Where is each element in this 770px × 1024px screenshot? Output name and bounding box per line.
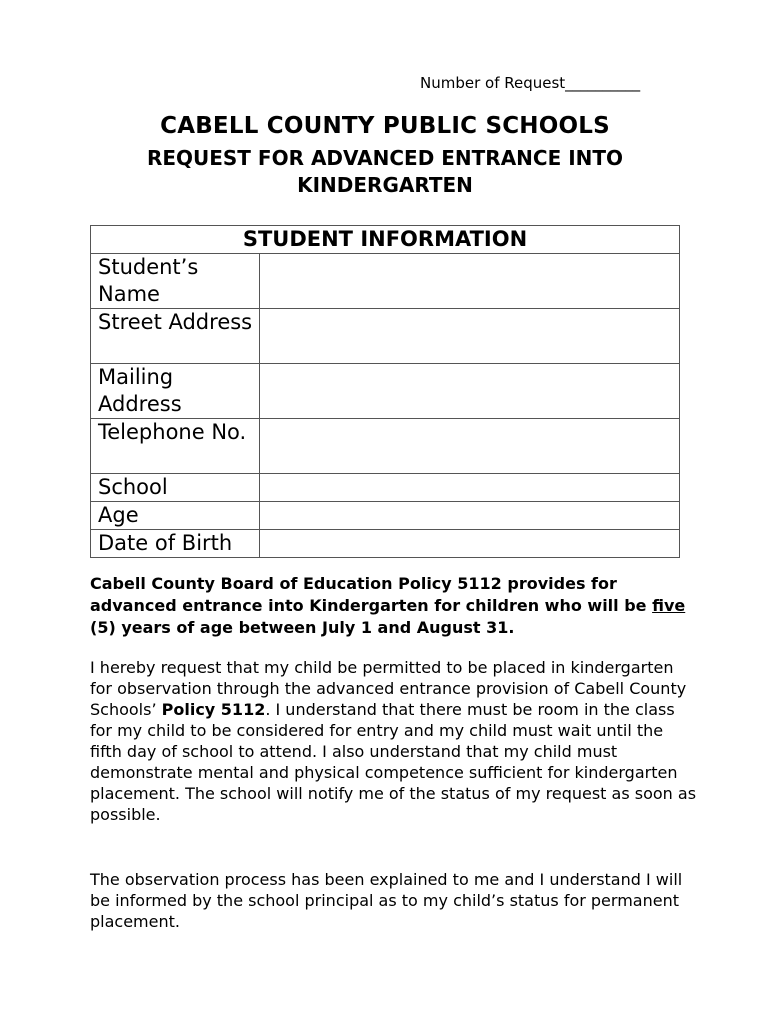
request-paragraph bbox=[90, 657, 700, 825]
mailing-address-field[interactable] bbox=[260, 364, 680, 419]
row-label-street-address: Street Address bbox=[91, 309, 260, 364]
row-label-date-of-birth: Date of Birth bbox=[91, 530, 260, 558]
table-row bbox=[91, 309, 680, 364]
request-text-end: . I understand that there must be room in the class for my child to be considered for entry and my child must wait until the fifth day of school to attend. I also understand that my child must demonstrate mental and physical competence sufficient for kindergarten placement. The school will notify me of the status of my request as soon as possible. bbox=[90, 700, 697, 824]
request-text-start: I hereby request that my child be permitted to be placed in kindergarten for observation through the advanced entrance provision of Cabell County Schools’ bbox=[90, 658, 687, 719]
student-name-field[interactable] bbox=[260, 254, 680, 309]
table-row bbox=[91, 364, 680, 419]
student-information-table bbox=[90, 225, 680, 558]
telephone-field[interactable] bbox=[260, 419, 680, 474]
observation-paragraph: The observation process has been explained to me and I understand I will be informed by the school principal as to my child’s status for permanent placement. bbox=[90, 870, 683, 931]
school-field[interactable] bbox=[260, 474, 680, 502]
table-row bbox=[91, 530, 680, 558]
document-subtitle: REQUEST FOR ADVANCED ENTRANCE INTO KINDERGARTEN bbox=[146, 146, 624, 197]
policy-text-end: (5) years of age between July 1 and August 31. bbox=[90, 618, 515, 637]
policy-paragraph bbox=[90, 573, 690, 639]
request-number-label: Number of Request__________ bbox=[420, 74, 641, 92]
document-title: CABELL COUNTY PUBLIC SCHOOLS bbox=[160, 113, 610, 139]
table-row bbox=[91, 474, 680, 502]
street-address-field[interactable] bbox=[260, 309, 680, 364]
policy-reference: Policy 5112 bbox=[161, 700, 266, 719]
date-of-birth-field[interactable] bbox=[260, 530, 680, 558]
policy-text-start: Cabell County Board of Education Policy 5112 provides for advanced entrance into Kindergarten for children who will be bbox=[90, 574, 653, 615]
row-label-student-name: Student’s Name bbox=[91, 254, 260, 309]
table-row bbox=[91, 419, 680, 474]
row-label-telephone: Telephone No. bbox=[91, 419, 260, 474]
table-row bbox=[91, 502, 680, 530]
row-label-age: Age bbox=[91, 502, 260, 530]
policy-five-underlined: five bbox=[652, 596, 686, 615]
age-field[interactable] bbox=[260, 502, 680, 530]
student-information-heading: STUDENT INFORMATION bbox=[91, 226, 680, 254]
row-label-mailing-address: Mailing Address bbox=[91, 364, 260, 419]
table-row bbox=[91, 254, 680, 309]
row-label-school: School bbox=[91, 474, 260, 502]
